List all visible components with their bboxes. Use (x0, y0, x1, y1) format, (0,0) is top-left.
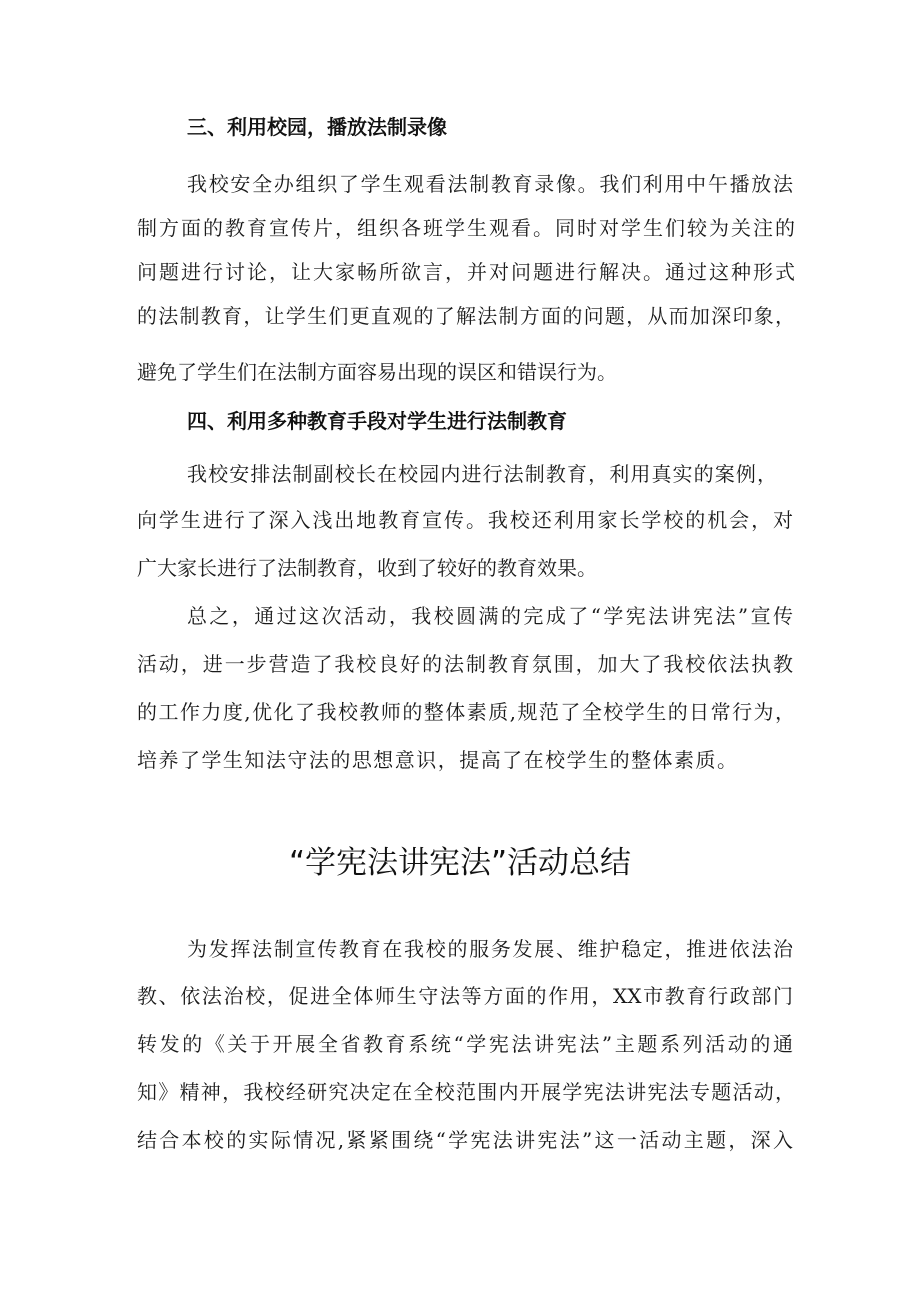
paragraph-line: 培养了学生知法守法的思想意识，提高了在校学生的整体素质。 (137, 748, 737, 772)
paragraph-line: 我校安全办组织了学生观看法制教育录像。我们利用中午播放法 (187, 172, 793, 196)
paragraph-line: 活动，进一步营造了我校良好的法制教育氛围，加大了我校依法执教 (137, 652, 793, 676)
paragraph-line: 知》精神，我校经研究决定在全校范围内开展学宪法讲宪法专题活动， (137, 1080, 795, 1104)
paragraph-line: 转发的《关于开展全省教育系统“学宪法讲宪法”主题系列活动的通 (137, 1032, 793, 1056)
paragraph-line: 总之，通过这次活动，我校圆满的完成了“学宪法讲宪法”宣传 (187, 604, 793, 628)
document-title: “学宪法讲宪法”活动总结 (288, 845, 632, 881)
paragraph-line: 结合本校的实际情况,紧紧围绕“学宪法讲宪法”这一活动主题，深入 (137, 1128, 793, 1152)
paragraph-line: 的法制教育，让学生们更直观的了解法制方面的问题，从而加深印象， (137, 304, 795, 328)
paragraph-line: 问题进行讨论，让大家畅所欲言，并对问题进行解决。通过这种形式 (137, 260, 795, 284)
paragraph-line: 为发挥法制宣传教育在我校的服务发展、维护稳定，推进依法治 (187, 937, 793, 961)
section-heading-3: 三、利用校园，播放法制录像 (187, 115, 447, 139)
section-heading-4: 四、利用多种教育手段对学生进行法制教育 (187, 409, 567, 433)
paragraph-line: 的工作力度,优化了我校教师的整体素质,规范了全校学生的日常行为， (137, 700, 795, 724)
paragraph-line: 广大家长进行了法制教育，收到了较好的教育效果。 (137, 556, 597, 580)
paragraph-line: 向学生进行了深入浅出地教育宣传。我校还利用家长学校的机会，对 (137, 508, 793, 532)
paragraph-line: 我校安排法制副校长在校园内进行法制教育，利用真实的案例， (187, 462, 777, 486)
paragraph-line: 制方面的教育宣传片，组织各班学生观看。同时对学生们较为关注的 (137, 216, 795, 240)
paragraph-line: 教、依法治校，促进全体师生守法等方面的作用，XX市教育行政部门 (137, 984, 793, 1008)
paragraph-line: 避免了学生们在法制方面容易出现的误区和错误行为。 (137, 360, 617, 384)
